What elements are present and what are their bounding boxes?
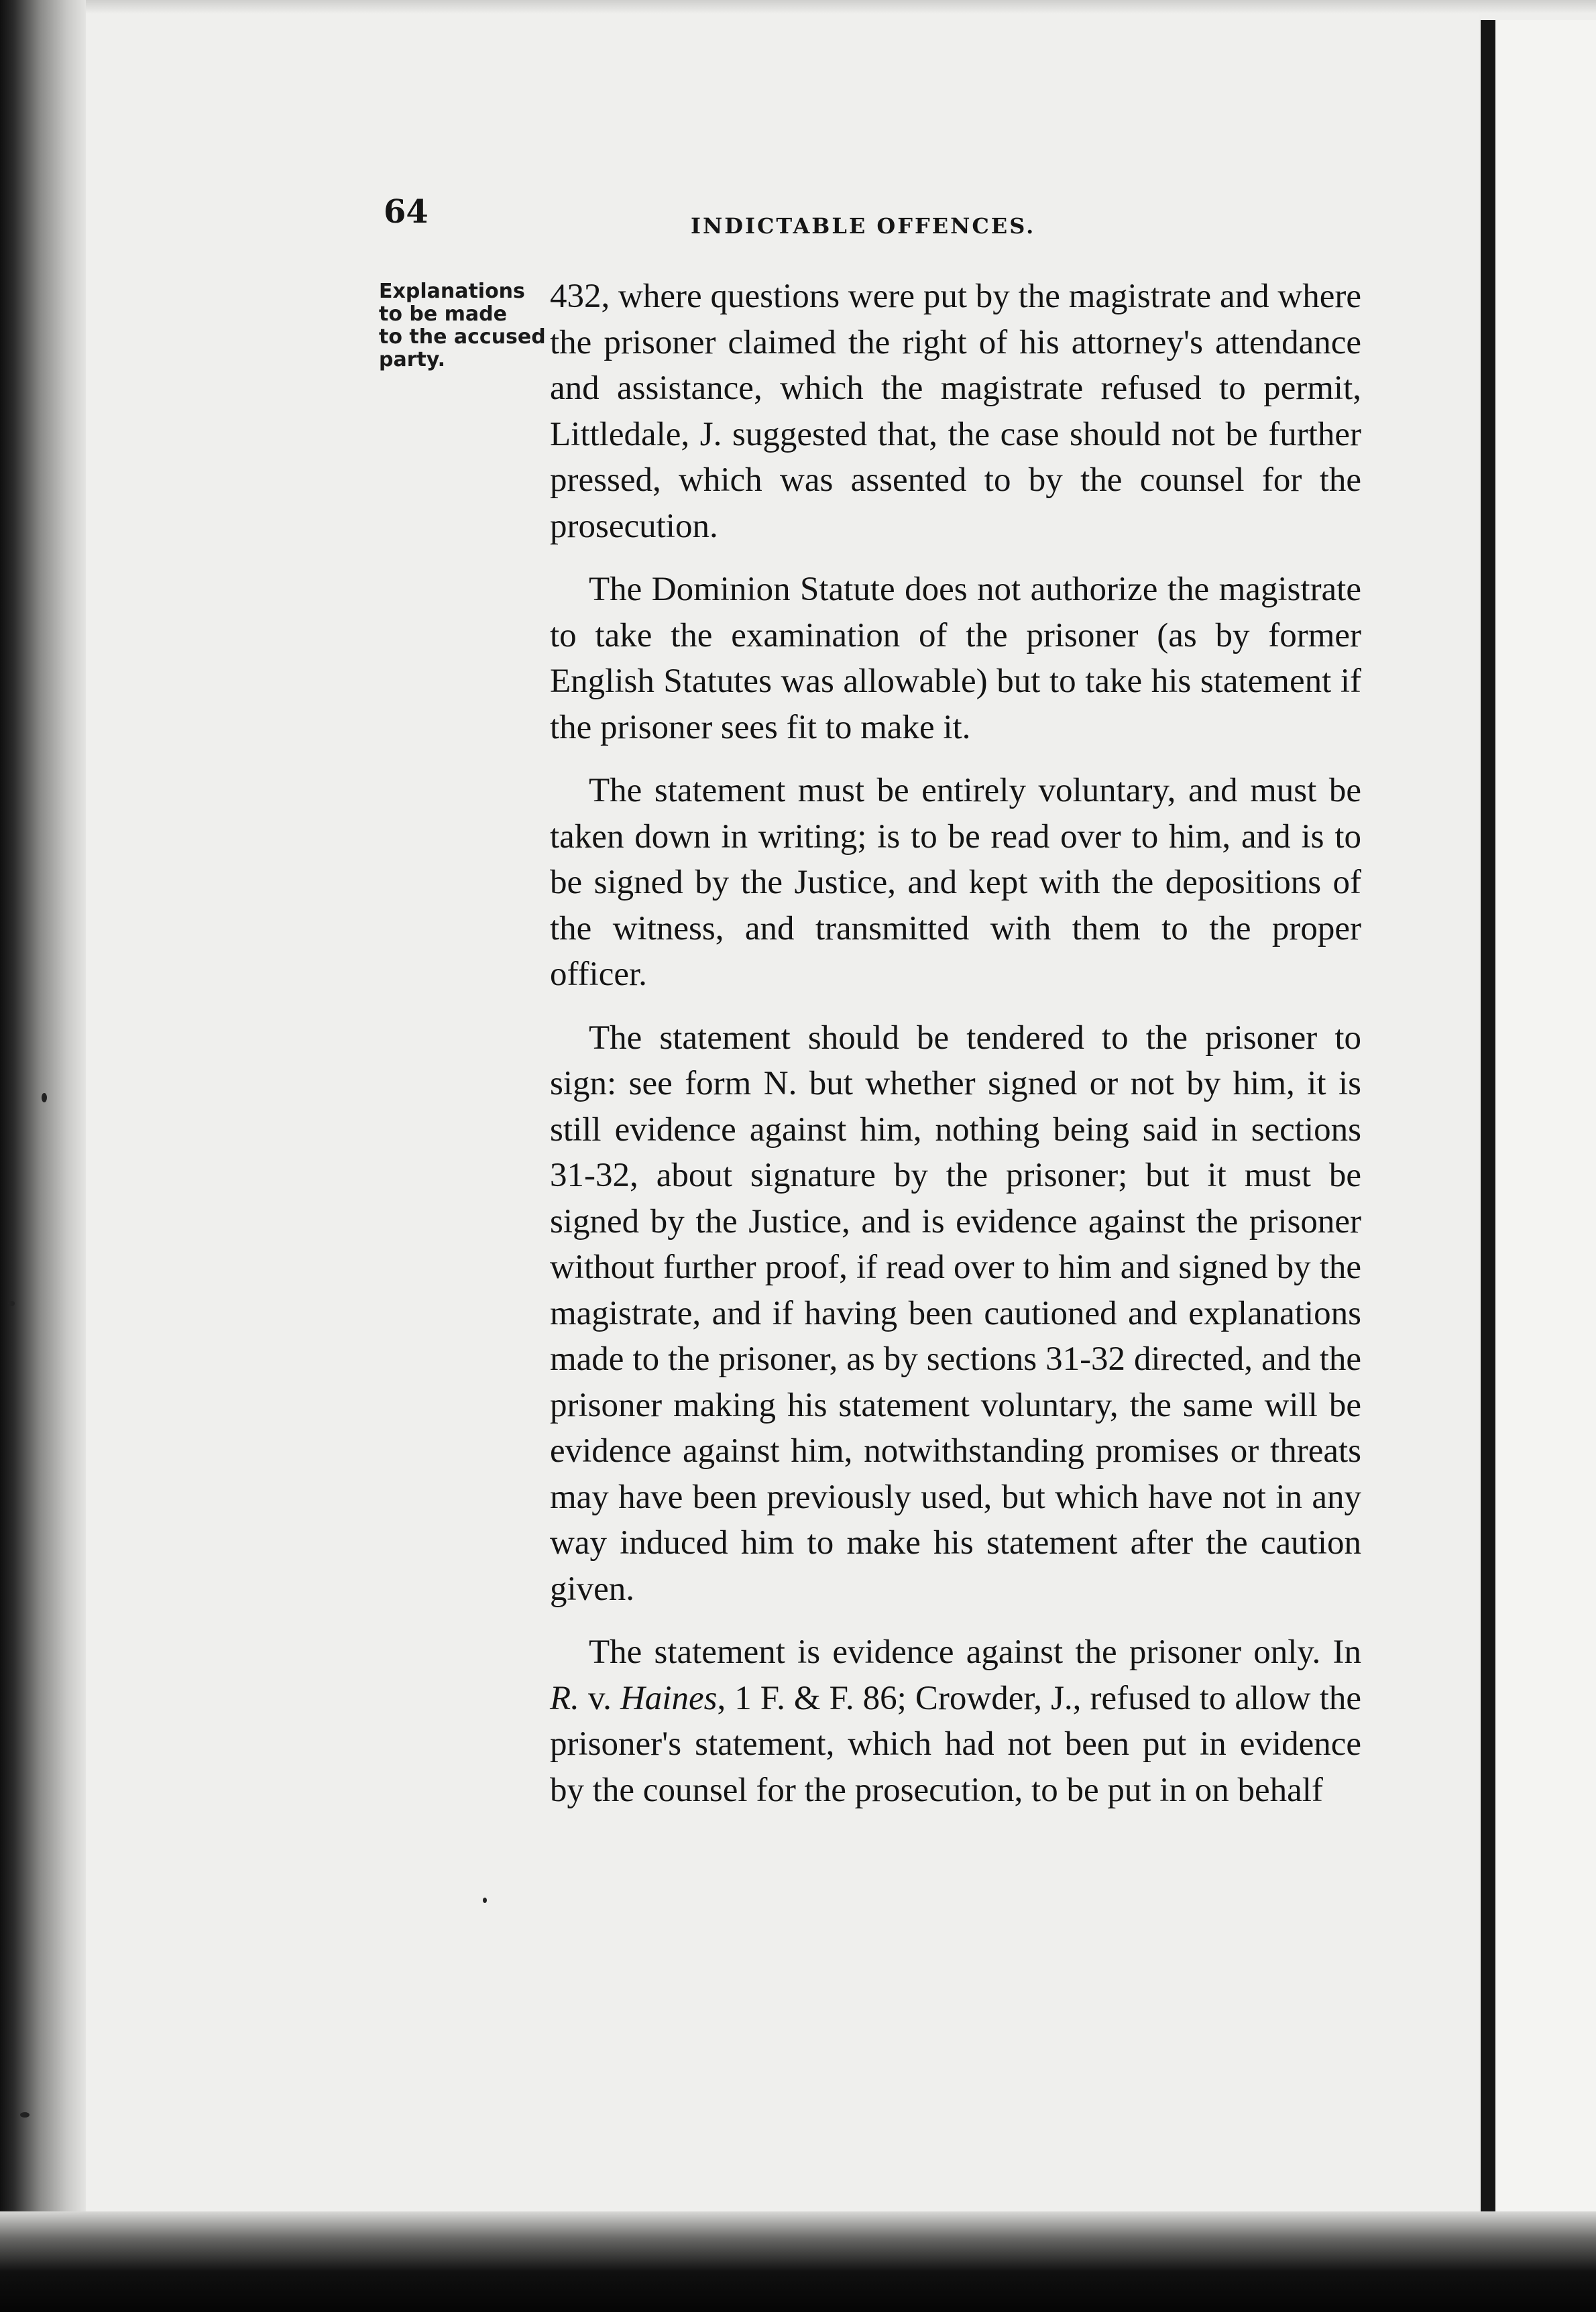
scan-speck <box>483 1898 487 1903</box>
marginal-note-line: party. <box>379 348 446 371</box>
case-name: Haines <box>620 1679 718 1717</box>
paragraph-dominion-statute: The Dominion Statute does not authorize the magistrate to take the examination of the prisoner (as by former English Statutes was allowable) but to take his statement if the prisoner sees fit to make it. <box>550 571 1361 746</box>
page-number: 64 <box>384 193 429 231</box>
paragraph-text: The statement is evidence against the prisoner only. In <box>589 1633 1361 1671</box>
paragraph-continued: 432, where questions were put by the magistrate and where the prisoner claimed the right of his attorney's attendance and assistance, which the magistrate refused to permit, Littledale, J. suggested that, the case should not be further pressed, which was assented to by the counsel for the prosecution. <box>550 278 1361 545</box>
marginal-note-line: to the accused <box>379 325 546 349</box>
scan-speck <box>20 2112 30 2118</box>
marginal-note <box>379 280 560 371</box>
scan-speck <box>42 1093 47 1102</box>
paragraph-statement-voluntary: The statement must be entirely voluntary, and must be taken down in writing; is to be read over to him, and is to be signed by the Justice, and kept with the depositions of the witness, and transmitted with them to the proper officer. <box>550 772 1361 993</box>
scan-top-edge <box>0 0 1596 13</box>
marginal-note-line: to be made <box>379 302 507 326</box>
case-name: R. <box>550 1679 579 1717</box>
scan-bottom-edge <box>0 2211 1596 2312</box>
paragraph-text: v. <box>579 1679 620 1717</box>
page-gutter-shadow <box>1481 20 1495 2233</box>
paragraph-evidence-against-prisoner <box>550 1629 1361 1813</box>
marginal-note-line: Explanations <box>379 280 525 303</box>
paragraph-statement-tendered: The statement should be tendered to the prisoner to sign: see form N. but whether signed or not by him, it is still evidence against him, nothing being said in sections 31-32, about signature by the prisoner; but it must be signed by the Justice, and is evidence against the prisoner without further proof, if read over to him and signed by the magistrate, and if having been cautioned and explanations made to the prisoner, as by sections 31-32 directed, and the prisoner making his statement voluntary, the same will be evidence against him, notwithstanding promises or threats may have been previously used, but which have not in any way induced him to make his statement after the caution given. <box>550 1019 1361 1608</box>
scan-speck <box>8 1301 15 1306</box>
book-binding-edge <box>0 0 86 2312</box>
body-text <box>550 274 1361 1831</box>
paragraph-text: , 1 F. & F. 86; Crowder, J., refused to allow the prisoner's statement, which had not been put in evidence by the counsel for the prosecution, to be put in on behalf <box>550 1679 1361 1809</box>
facing-page-edge <box>1495 20 1596 2233</box>
running-head: INDICTABLE OFFENCES. <box>691 213 1036 239</box>
